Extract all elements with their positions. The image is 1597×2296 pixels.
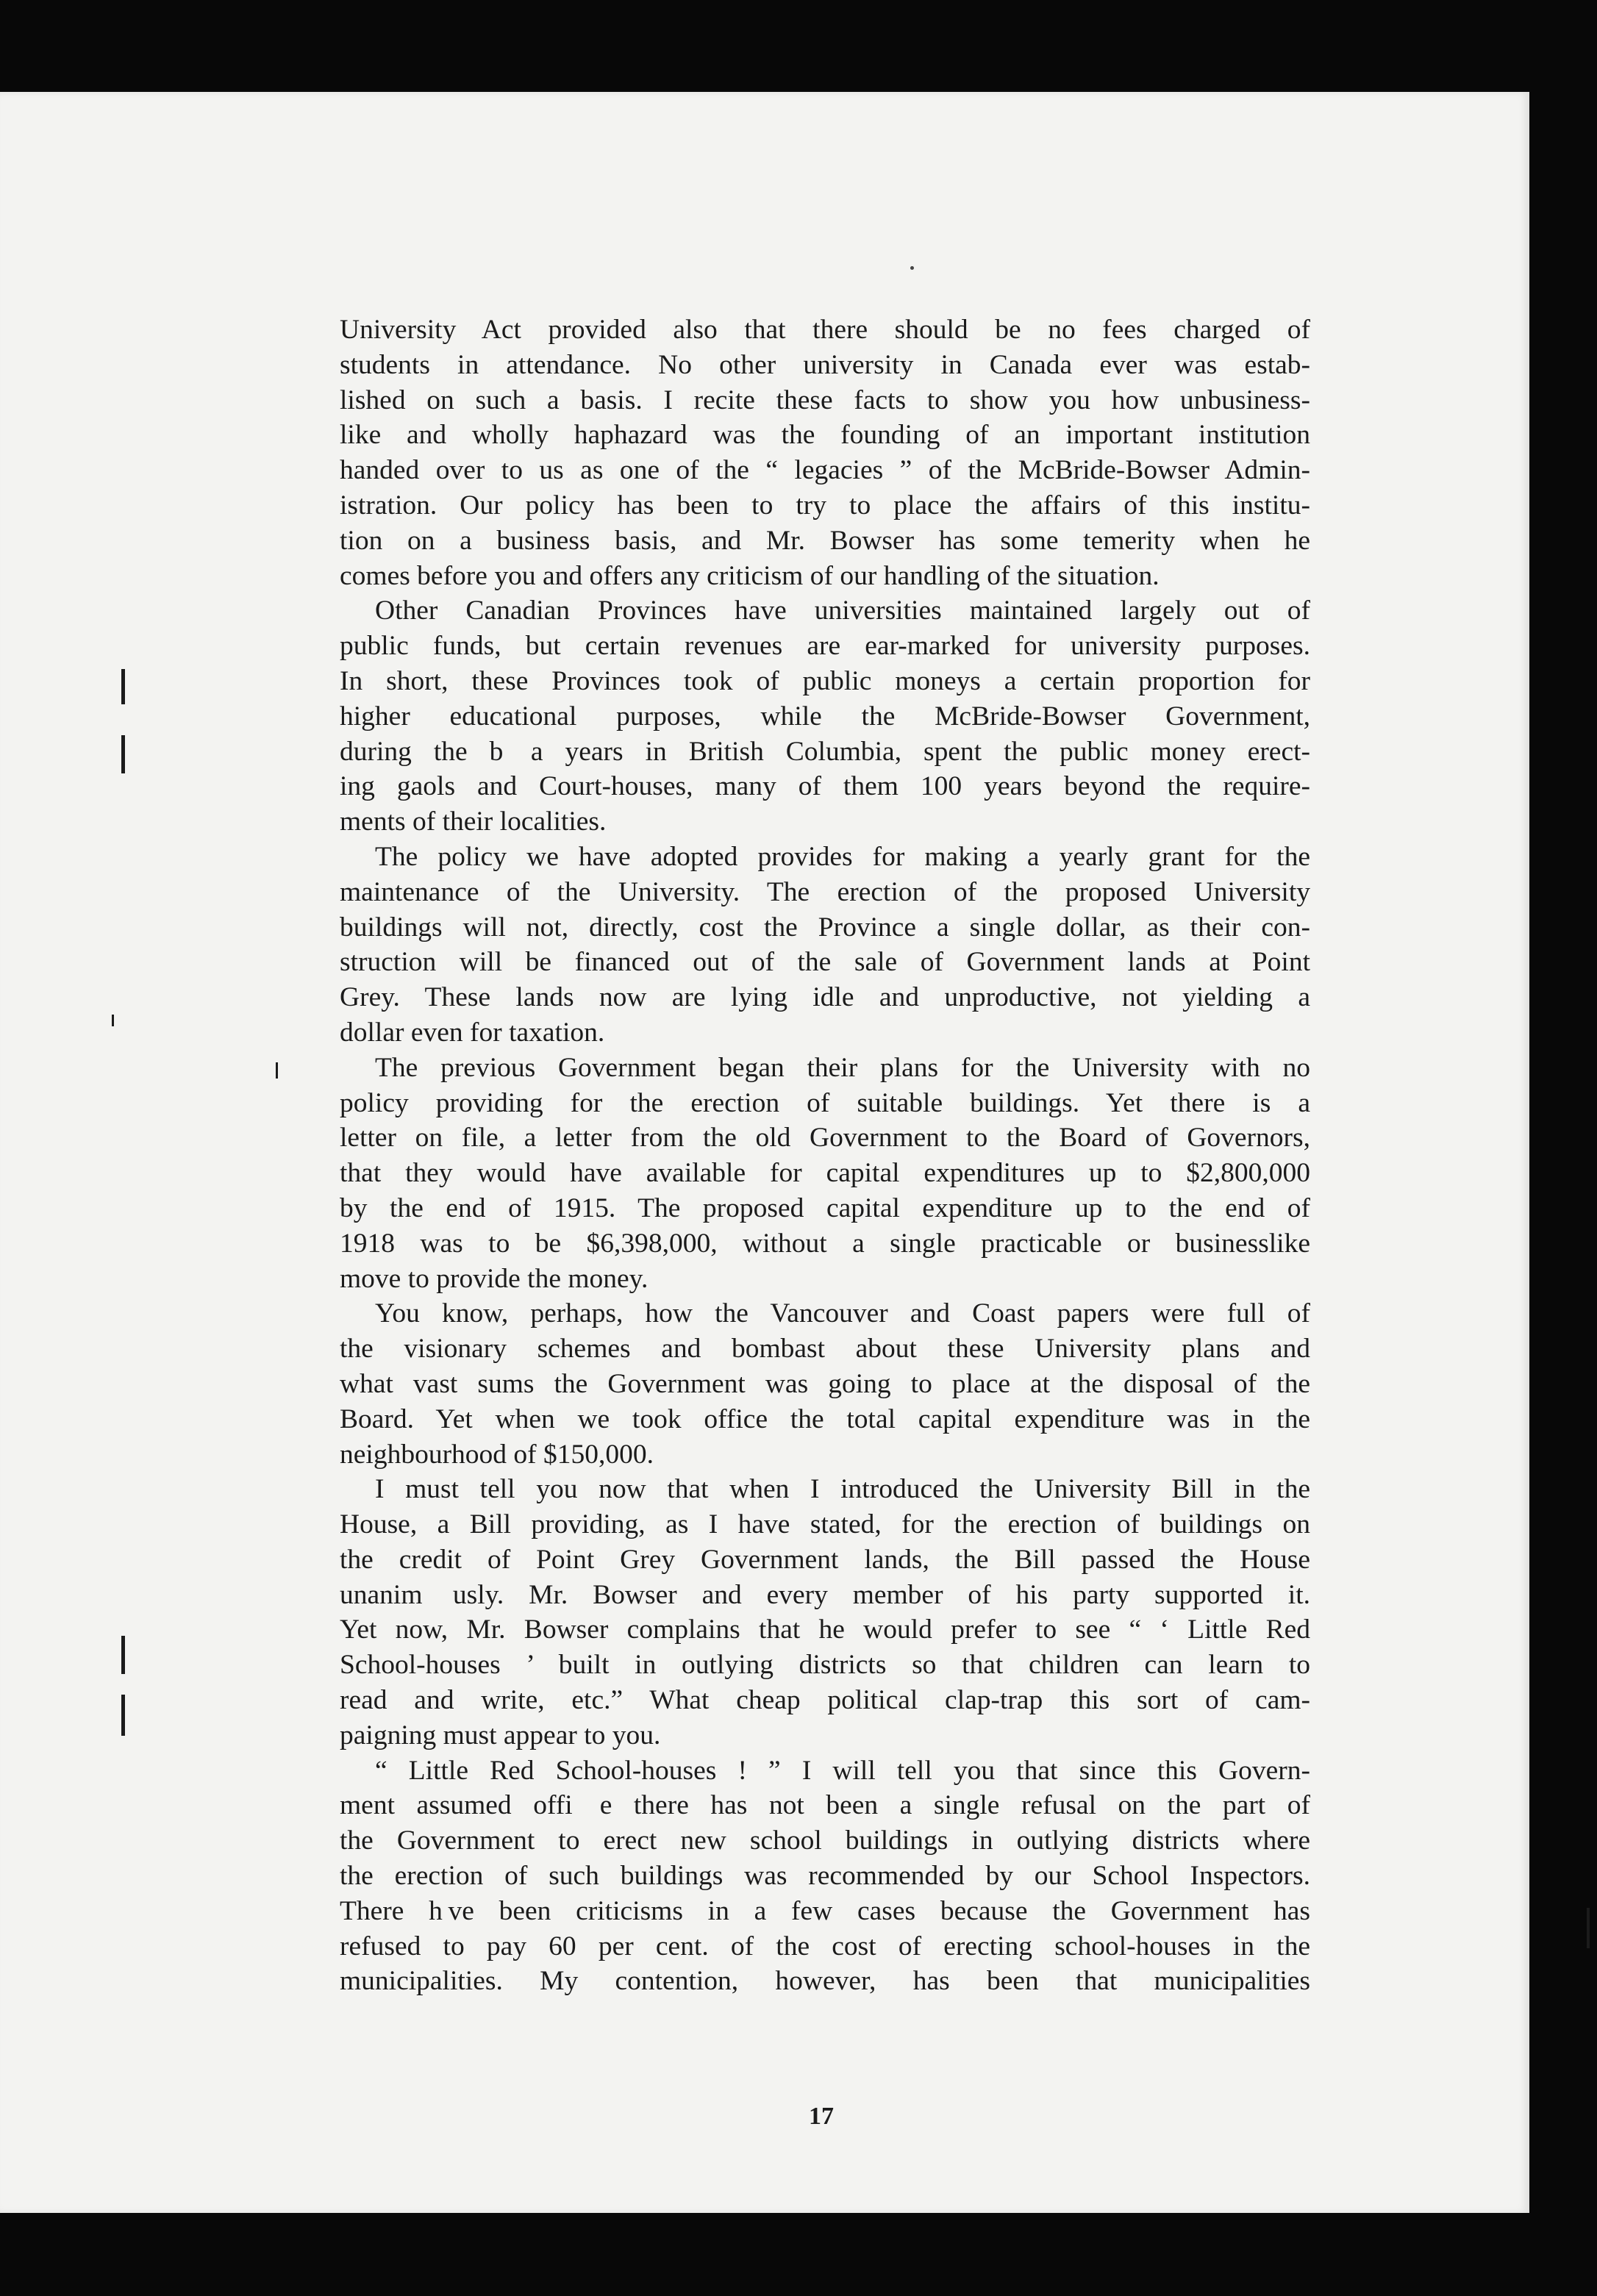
margin-mark bbox=[1587, 1908, 1590, 1948]
text-line: that they would have available for capital expenditures up to $2,800,000 bbox=[340, 1158, 1310, 1189]
text-line: I must tell you now that when I introduced the University Bill in the bbox=[375, 1474, 1310, 1505]
text-line: what vast sums the Government was going to place at the disposal of the bbox=[340, 1368, 1310, 1399]
text-line: neighbourhood of $150,000. bbox=[340, 1439, 654, 1470]
text-line: ing gaols and Court-houses, many of them 100 years beyond the require- bbox=[340, 771, 1310, 802]
text-line: dollar even for taxation. bbox=[340, 1017, 605, 1048]
text-line: read and write, etc.” What cheap political clap-trap this sort of cam- bbox=[340, 1685, 1310, 1716]
text-line: comes before you and offers any criticism of our handling of the situation. bbox=[340, 560, 1160, 591]
text-line: like and wholly haphazard was the founding of an important institution bbox=[340, 420, 1310, 451]
text-line: “ Little Red School-houses ! ” I will tell you that since this Govern- bbox=[375, 1755, 1310, 1786]
margin-mark bbox=[121, 1636, 125, 1674]
text-line: higher educational purposes, while the McBride-Bowser Government, bbox=[340, 701, 1310, 732]
text-line: School-houses ’ built in outlying districts so that children can learn to bbox=[340, 1650, 1310, 1681]
text-line: during the b a years in British Columbia, spent the public money erect- bbox=[340, 736, 1310, 767]
text-line: the Government to erect new school buildings in outlying districts where bbox=[340, 1825, 1310, 1856]
margin-mark bbox=[121, 735, 125, 773]
text-line: tion on a business basis, and Mr. Bowser has some temerity when he bbox=[340, 525, 1310, 556]
margin-mark bbox=[276, 1062, 278, 1079]
text-line: istration. Our policy has been to try to place the affairs of this institu- bbox=[340, 490, 1310, 521]
text-line: Other Canadian Provinces have universities maintained largely out of bbox=[375, 596, 1310, 626]
paragraph bbox=[340, 1472, 1310, 1753]
text-line: There h ve been criticisms in a few cases because the Government has bbox=[340, 1895, 1310, 1926]
text-line: Board. Yet when we took office the total capital expenditure was in the bbox=[340, 1403, 1310, 1434]
text-line: paigning must appear to you. bbox=[340, 1720, 661, 1750]
text-line: students in attendance. No other university in Canada ever was estab- bbox=[340, 349, 1310, 380]
margin-mark bbox=[121, 1695, 125, 1736]
paragraph bbox=[340, 593, 1310, 840]
text-line: University Act provided also that there should be no fees charged of bbox=[340, 315, 1310, 345]
text-line: The previous Government began their plans for the University with no bbox=[375, 1052, 1310, 1083]
body-text bbox=[340, 312, 1310, 1999]
paragraph bbox=[340, 1051, 1310, 1297]
paragraph bbox=[340, 840, 1310, 1051]
text-line: handed over to us as one of the “ legacies ” of the McBride-Bowser Admin- bbox=[340, 455, 1310, 486]
text-line: The policy we have adopted provides for making a yearly grant for the bbox=[375, 841, 1310, 872]
text-line: the erection of such buildings was recommended by our School Inspectors. bbox=[340, 1861, 1310, 1892]
page-number: 17 bbox=[809, 2103, 834, 2130]
paragraph bbox=[340, 1296, 1310, 1472]
margin-mark bbox=[121, 669, 125, 704]
text-line: maintenance of the University. The erection of the proposed University bbox=[340, 876, 1310, 907]
text-line: In short, these Provinces took of public moneys a certain proportion for bbox=[340, 665, 1310, 696]
text-line: public funds, but certain revenues are ear-marked for university purposes. bbox=[340, 631, 1310, 662]
text-line: buildings will not, directly, cost the Province a single dollar, as their con- bbox=[340, 912, 1310, 943]
text-line: ments of their localities. bbox=[340, 807, 607, 837]
text-line: policy providing for the erection of suitable buildings. Yet there is a bbox=[340, 1087, 1310, 1118]
text-line: unanim usly. Mr. Bowser and every member of his party supported it. bbox=[340, 1579, 1310, 1610]
text-line: 1918 was to be $6,398,000, without a single practicable or businesslike bbox=[340, 1228, 1310, 1259]
paragraph bbox=[340, 312, 1310, 593]
text-line: municipalities. My contention, however, has been that municipalities bbox=[340, 1966, 1310, 1997]
text-line: the visionary schemes and bombast about these University plans and bbox=[340, 1334, 1310, 1365]
document-page bbox=[0, 92, 1529, 2213]
text-line: by the end of 1915. The proposed capital expenditure up to the end of bbox=[340, 1192, 1310, 1223]
text-line: lished on such a basis. I recite these facts to show you how unbusiness- bbox=[340, 385, 1310, 415]
margin-mark bbox=[112, 1015, 114, 1026]
text-line: Yet now, Mr. Bowser complains that he would prefer to see “ ‘ Little Red bbox=[340, 1614, 1310, 1645]
text-line: letter on file, a letter from the old Government to the Board of Governors, bbox=[340, 1123, 1310, 1154]
text-line: struction will be financed out of the sale of Government lands at Point bbox=[340, 947, 1310, 978]
text-line: Grey. These lands now are lying idle and unproductive, not yielding a bbox=[340, 982, 1310, 1013]
text-line: You know, perhaps, how the Vancouver and Coast papers were full of bbox=[375, 1298, 1310, 1329]
text-line: move to provide the money. bbox=[340, 1263, 649, 1294]
paragraph bbox=[340, 1753, 1310, 2000]
text-line: refused to pay 60 per cent. of the cost of erecting school-houses in the bbox=[340, 1931, 1310, 1961]
text-line: the credit of Point Grey Government lands, the Bill passed the House bbox=[340, 1544, 1310, 1575]
text-line: ment assumed offi e there has not been a single refusal on the part of bbox=[340, 1790, 1310, 1821]
text-line: House, a Bill providing, as I have stated, for the erection of buildings on bbox=[340, 1509, 1310, 1540]
dust-speck bbox=[910, 266, 914, 270]
